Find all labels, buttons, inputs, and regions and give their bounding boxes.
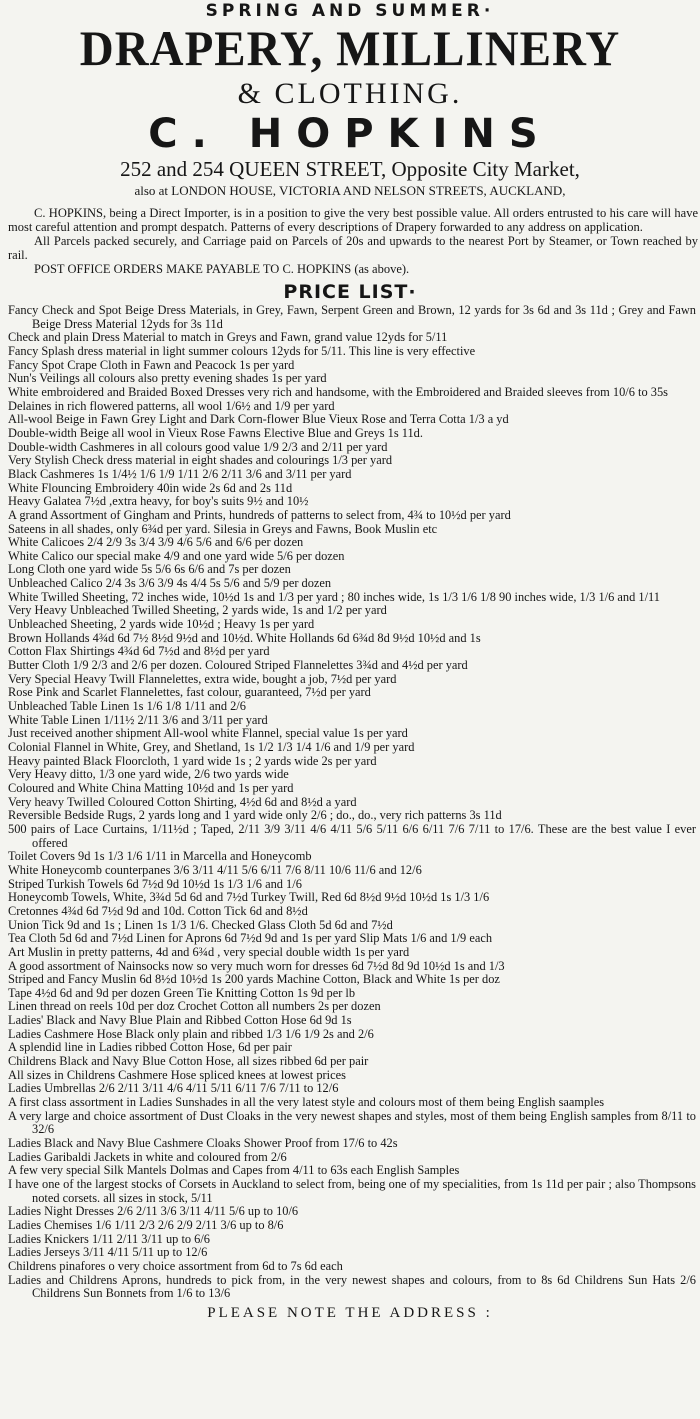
- price-list-item: Very Heavy Unbleached Twilled Sheeting, 2 yards wide, 1s and 1/2 per yard: [8, 603, 387, 618]
- price-list-title: PRICE LIST·: [283, 281, 417, 303]
- price-list-item: Fancy Spot Crape Cloth in Fawn and Peacock 1s per yard: [8, 357, 295, 372]
- price-list-item: Fancy Check and Spot Beige Dress Materials, in Grey, Fawn, Serpent Green and Brown, 12 yards for 3s 6d and 3s 11d ; Grey and Fawn Beige Dress Material 12yds for 3s 11d: [8, 303, 696, 331]
- footer-note: PLEASE NOTE THE ADDRESS :: [207, 1304, 493, 1321]
- price-list-item: Very Heavy ditto, 1/3 one yard wide, 2/6 two yards wide: [8, 767, 289, 782]
- price-list-item: Childrens Black and Navy Blue Cotton Hose, all sizes ribbed 6d per pair: [8, 1054, 369, 1069]
- clothing-heading: & CLOTHING.: [237, 77, 463, 110]
- price-list-item: Nun's Veilings all colours also pretty evening shades 1s per yard: [8, 371, 327, 386]
- price-list-item: Toilet Covers 9d 1s 1/3 1/6 1/11 in Marcella and Honeycomb: [8, 849, 312, 864]
- price-list-item: Art Muslin in pretty patterns, 4d and 6¾d , very special double width 1s per yard: [8, 944, 410, 959]
- price-list-item: White embroidered and Braided Boxed Dresses very rich and handsome, with the Embroidered and Braided sleeves from 10/6 to 35s: [8, 384, 668, 399]
- price-list-item: Honeycomb Towels, White, 3¾d 5d 6d and 7½d Turkey Twill, Red 6d 8½d 9½d 10½d 1s 1/3 1/6: [8, 890, 490, 905]
- price-list-item: Fancy Splash dress material in light summer colours 12yds for 5/11. This line is very effective: [8, 343, 476, 358]
- price-list-item: White Flouncing Embroidery 40in wide 2s 6d and 2s 11d: [8, 480, 293, 495]
- price-list-item: Striped Turkish Towels 6d 7½d 9d 10½d 1s 1/3 1/6 and 1/6: [8, 876, 302, 891]
- price-list-item: A first class assortment in Ladies Sunshades in all the very latest style and colours most of them being English saamples: [8, 1095, 605, 1110]
- price-list-item: Cretonnes 4¾d 6d 7½d 9d and 10d. Cotton Tick 6d and 8½d: [8, 903, 308, 918]
- street-address: 252 and 254 QUEEN STREET, Opposite City Market,: [120, 157, 580, 181]
- price-list-item: Very heavy Twilled Coloured Cotton Shirting, 4½d 6d and 8½d a yard: [8, 794, 357, 809]
- price-list-item: Heavy Galatea 7½d ,extra heavy, for boy's suits 9½ and 10½: [8, 494, 309, 509]
- price-list-item: White Calico our special make 4/9 and one yard wide 5/6 per dozen: [8, 548, 345, 563]
- intro-paragraph: C. HOPKINS, being a Direct Importer, is in a position to give the very best possible value. All orders entrusted to his care will have most careful attention and prompt despatch. Patterns of every descriptions of Drapery forwarded to any address on application.: [8, 206, 698, 234]
- price-list-item: I have one of the largest stocks of Corsets in Auckland to select from, being one of my specialities, from 1s 11d per pair ; also Thompsons noted corsets. all sizes in stock, 5/11: [8, 1177, 696, 1205]
- price-list-item: Very Stylish Check dress material in eight shades and colourings 1/3 per yard: [8, 453, 393, 468]
- price-list-item: Sateens in all shades, only 6¾d per yard. Silesia in Greys and Fawns, Book Muslin etc: [8, 521, 438, 536]
- price-list-item: Ladies Umbrellas 2/6 2/11 3/11 4/6 4/11 5/11 6/11 7/6 7/11 to 12/6: [8, 1081, 339, 1096]
- price-list-item: Double-width Cashmeres in all colours good value 1/9 2/3 and 2/11 per yard: [8, 439, 388, 454]
- price-list-item: A good assortment of Nainsocks now so very much worn for dresses 6d 7½d 8d 9d 10½d 1s and 1/3: [8, 958, 505, 973]
- price-list-item: A splendid line in Ladies ribbed Cotton Hose, 6d per pair: [8, 1040, 292, 1055]
- price-list-item: Striped and Fancy Muslin 6d 8½d 10½d 1s 200 yards Machine Cotton, Black and White 1s per doz: [8, 972, 500, 987]
- price-list-item: Brown Hollands 4¾d 6d 7½ 8½d 9½d and 10½d. White Hollands 6d 6¾d 8d 9½d 10½d and 1s: [8, 630, 481, 645]
- intro-paragraph: POST OFFICE ORDERS MAKE PAYABLE TO C. HOPKINS (as above).: [34, 262, 410, 276]
- branch-address: also at LONDON HOUSE, VICTORIA AND NELSON STREETS, AUCKLAND,: [134, 183, 566, 198]
- price-list-item: Ladies Chemises 1/6 1/11 2/3 2/6 2/9 2/11 3/6 up to 8/6: [8, 1217, 284, 1232]
- price-list-item: Ladies' Black and Navy Blue Plain and Ribbed Cotton Hose 6d 9d 1s: [8, 1013, 352, 1028]
- price-list-item: Union Tick 9d and 1s ; Linen 1s 1/3 1/6. Checked Glass Cloth 5d 6d and 7½d: [8, 917, 393, 932]
- price-list-item: Ladies Garibaldi Jackets in white and coloured from 2/6: [8, 1149, 287, 1164]
- price-list-item: Heavy painted Black Floorcloth, 1 yard wide 1s ; 2 yards wide 2s per yard: [8, 753, 377, 768]
- price-list-item: Long Cloth one yard wide 5s 5/6 6s 6/6 and 7s per dozen: [8, 562, 291, 577]
- price-list-item: Linen thread on reels 10d per doz Crochet Cotton all numbers 2s per dozen: [8, 999, 381, 1014]
- price-list-item: Delaines in rich flowered patterns, all wool 1/6½ and 1/9 per yard: [8, 398, 335, 413]
- price-list: [0, 304, 700, 1301]
- price-list-item: Rose Pink and Scarlet Flannelettes, fast colour, guaranteed, 7½d per yard: [8, 685, 371, 700]
- price-list-item: Ladies Jerseys 3/11 4/11 5/11 up to 12/6: [8, 1245, 208, 1260]
- price-list-item: Tape 4½d 6d and 9d per dozen Green Tie Knitting Cotton 1s 9d per lb: [8, 985, 356, 1000]
- price-list-item: Ladies and Childrens Aprons, hundreds to pick from, in the very newest shapes and colours, from to 8s 6d Childrens Sun Hats 2/6 Childrens Sun Bonnets from 1/6 to 13/6: [8, 1272, 696, 1301]
- intro-paragraph: All Parcels packed securely, and Carriage paid on Parcels of 20s and upwards to the nearest Port by Steamer, or Town reached by rail.: [8, 234, 698, 262]
- price-list-item: Childrens pinafores o very choice assortment from 6d to 7s 6d each: [8, 1258, 343, 1273]
- trades-heading: DRAPERY, MILLINERY: [79, 21, 621, 77]
- proprietor-name: C. HOPKINS: [148, 111, 552, 157]
- price-list-item: Unbleached Sheeting, 2 yards wide 10½d ; Heavy 1s per yard: [8, 617, 315, 632]
- price-list-item: White Calicoes 2/4 2/9 3s 3/4 3/9 4/6 5/6 and 6/6 per dozen: [8, 535, 304, 550]
- price-list-item: All sizes in Childrens Cashmere Hose spliced knees at lowest prices: [8, 1067, 346, 1082]
- price-list-item: Butter Cloth 1/9 2/3 and 2/6 per dozen. Coloured Striped Flannelettes 3¾d and 4½d per yard: [8, 658, 468, 673]
- price-list-item: A grand Assortment of Gingham and Prints, hundreds of patterns to select from, 4¾ to 10½d per yard: [8, 507, 511, 522]
- price-list-item: Very Special Heavy Twill Flannelettes, extra wide, bought a job, 7½d per yard: [8, 671, 397, 686]
- price-list-item: Double-width Beige all wool in Vieux Rose Fawns Elective Blue and Greys 1s 11d.: [8, 425, 423, 440]
- price-list-item: A very large and choice assortment of Dust Cloaks in the very newest shapes and styles, most of them being English samples from 8/11 to 32/6: [8, 1108, 696, 1137]
- intro-text: [0, 206, 700, 276]
- price-list-item: All-wool Beige in Fawn Grey Light and Dark Corn-flower Blue Vieux Rose and Terra Cotta 1/3 a yd: [8, 412, 509, 427]
- price-list-item: Coloured and White China Matting 10½d and 1s per yard: [8, 780, 294, 795]
- price-list-item: Ladies Night Dresses 2/6 2/11 3/6 3/11 4/11 5/6 up to 10/6: [8, 1204, 299, 1219]
- price-list-item: White Twilled Sheeting, 72 inches wide, 10½d 1s and 1/3 per yard ; 80 inches wide, 1s 1/3 1/6 1/8 90 inches wide, 1/3 1/6 and 1/11: [8, 589, 660, 604]
- price-list-item: Cotton Flax Shirtings 4¾d 6d 7½d and 8½d per yard: [8, 644, 270, 659]
- price-list-item: Ladies Cashmere Hose Black only plain and ribbed 1/3 1/6 1/9 2s and 2/6: [8, 1026, 374, 1041]
- price-list-item: Just received another shipment All-wool white Flannel, special value 1s per yard: [8, 726, 408, 741]
- price-list-item: Reversible Bedside Rugs, 2 yards long and 1 yard wide only 2/6 ; do., do., very rich patterns 3s 11d: [8, 808, 502, 823]
- price-list-item: Check and plain Dress Material to match in Greys and Fawn, grand value 12yds for 5/11: [8, 330, 448, 345]
- price-list-item: Ladies Knickers 1/11 2/11 3/11 up to 6/6: [8, 1231, 211, 1246]
- price-list-item: Ladies Black and Navy Blue Cashmere Cloaks Shower Proof from 17/6 to 42s: [8, 1136, 398, 1151]
- price-list-item: White Table Linen 1/11½ 2/11 3/6 and 3/11 per yard: [8, 712, 268, 727]
- price-list-item: White Honeycomb counterpanes 3/6 3/11 4/11 5/6 6/11 7/6 8/11 10/6 11/6 and 12/6: [8, 862, 422, 877]
- season-heading: SPRING AND SUMMER·: [205, 1, 495, 21]
- price-list-item: A few very special Silk Mantels Dolmas and Capes from 4/11 to 63s each English Samples: [8, 1163, 460, 1178]
- price-list-item: 500 pairs of Lace Curtains, 1/11½d ; Taped, 2/11 3/9 3/11 4/6 4/11 5/6 5/11 6/6 6/11 7/6 7/11 to 17/6. These are the best value I ever offered: [8, 821, 696, 850]
- price-list-item: Colonial Flannel in White, Grey, and Shetland, 1s 1/2 1/3 1/4 1/6 and 1/9 per yard: [8, 740, 415, 754]
- price-list-item: Unbleached Calico 2/4 3s 3/6 3/9 4s 4/4 5s 5/6 and 5/9 per dozen: [8, 576, 332, 591]
- price-list-item: Tea Cloth 5d 6d and 7½d Linen for Aprons 6d 7½d 9d and 1s per yard Slip Mats 1/6 and 1/9 each: [8, 931, 493, 946]
- price-list-item: Black Cashmeres 1s 1/4½ 1/6 1/9 1/11 2/6 2/11 3/6 and 3/11 per yard: [8, 466, 352, 481]
- price-list-item: Unbleached Table Linen 1s 1/6 1/8 1/11 and 2/6: [8, 699, 246, 714]
